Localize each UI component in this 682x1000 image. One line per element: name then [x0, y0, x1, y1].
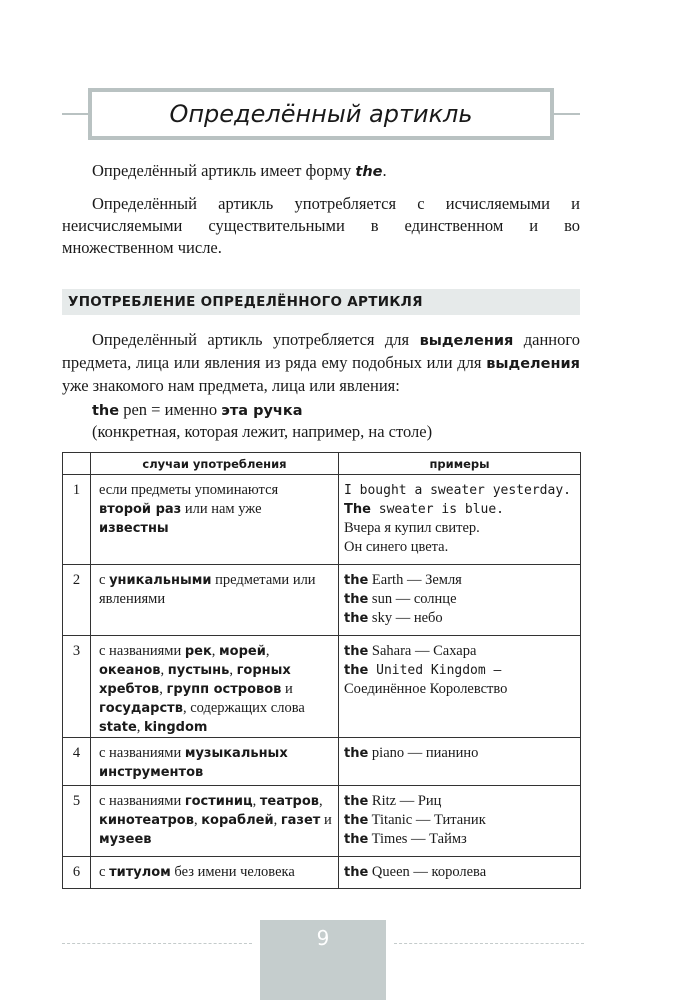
usage-table: [62, 452, 581, 889]
text-run: Он синего цвета.: [344, 539, 449, 555]
example-line: [344, 642, 576, 661]
emphasis-text: кинотеатров: [99, 813, 194, 828]
text-run: Соединённое Королевство: [344, 681, 508, 697]
text-run: с: [99, 572, 110, 588]
table-row: [63, 475, 581, 565]
text-run: ,: [159, 681, 167, 697]
text-run: I bought a sweater yesterday.: [344, 483, 571, 498]
example-line: [344, 519, 576, 538]
emphasis-text: эта ручка: [221, 403, 303, 419]
header-examples: примеры: [339, 453, 581, 475]
text-run: Определённый артикль употребляется для: [92, 330, 420, 349]
emphasis-text: state: [99, 720, 137, 735]
row-number: 4: [63, 738, 91, 786]
example-line: [344, 571, 576, 590]
emphasis-text: горных хребтов: [99, 663, 291, 697]
usage-case: [91, 786, 339, 857]
text-run: Sahara — Сахара: [368, 643, 477, 659]
emphasis-text: the: [344, 611, 369, 626]
usage-examples: [339, 857, 581, 889]
text-run: pen = именно: [119, 400, 222, 419]
usage-case: [91, 857, 339, 889]
example-line-1: [92, 399, 580, 422]
text-run: Times — Таймз: [368, 831, 467, 847]
emphasis-text: The: [344, 502, 371, 517]
usage-examples: [339, 738, 581, 786]
table-row: [63, 565, 581, 636]
usage-case: [91, 738, 339, 786]
table-header-row: [63, 453, 581, 475]
title-banner: [62, 88, 580, 140]
emphasis-text: the: [344, 746, 369, 761]
emphasis-text: известны: [99, 521, 169, 536]
intro-paragraph-2: [62, 193, 580, 259]
text-run: ,: [160, 662, 168, 678]
section-heading: УПОТРЕБЛЕНИЕ ОПРЕДЕЛЁННОГО АРТИКЛЯ: [62, 289, 580, 315]
example-line: [344, 609, 576, 628]
page-title: Определённый артикль: [88, 88, 554, 140]
emphasis-text: the: [344, 592, 369, 607]
example-line: [344, 792, 576, 811]
emphasis-text: государств: [99, 701, 183, 716]
text-run: ,: [211, 643, 220, 659]
text-run: piano — пианино: [368, 745, 479, 761]
table-row: [63, 857, 581, 889]
table-row: [63, 636, 581, 738]
usage-examples: [339, 565, 581, 636]
text-run: ,: [265, 643, 270, 659]
footer-rule-right: [394, 943, 584, 944]
intro-paragraph-1: [62, 160, 580, 183]
text-run: Titanic — Титаник: [368, 812, 486, 828]
emphasis-text: музеев: [99, 832, 152, 847]
table-row: [63, 786, 581, 857]
usage-examples: [339, 786, 581, 857]
text-run: Ritz — Риц: [368, 793, 442, 809]
emphasis-text: kingdom: [144, 720, 208, 735]
text-run: с названиями: [99, 793, 185, 809]
text-run: ,: [229, 662, 237, 678]
emphasis-text: the: [92, 403, 120, 419]
example-line: [344, 811, 576, 830]
emphasis-text: кораблей: [201, 813, 274, 828]
example-line: [344, 744, 576, 763]
example-line: [344, 500, 576, 519]
text-run: Earth — Земля: [368, 572, 462, 588]
header-cases: случаи употребления: [91, 453, 339, 475]
text-run: и: [281, 681, 293, 697]
emphasis-text: групп островов: [166, 682, 282, 697]
example-line: [344, 538, 576, 557]
text-run: и: [320, 812, 332, 828]
emphasis-text: the: [344, 832, 369, 847]
emphasis-text: театров: [259, 794, 320, 809]
text-run: без имени человека: [170, 864, 295, 880]
text-run: уже знакомого нам предмета, лица или явления:: [62, 376, 400, 395]
usage-case: [91, 475, 339, 565]
text-run: sun — солнце: [368, 591, 457, 607]
text-run: ,: [136, 719, 145, 735]
row-number: 2: [63, 565, 91, 636]
emphasis-text: рек: [184, 644, 212, 659]
example-line: [344, 680, 576, 699]
emphasis-text: океанов: [99, 663, 161, 678]
usage-case: [91, 565, 339, 636]
title-rule-right: [554, 113, 580, 115]
emphasis-text: титулом: [109, 865, 171, 880]
text-run: если предметы упоминаются: [99, 482, 279, 498]
text-run: с названиями: [99, 643, 185, 659]
emphasis-text: выделения: [419, 333, 514, 349]
text-run: данного предмета, лица или явления из ряда ему подобных или для: [62, 330, 580, 372]
text-run: предметами или явлениями: [99, 572, 316, 607]
text-run: с: [99, 864, 110, 880]
text-run: .: [382, 161, 387, 180]
emphasis-text: уникальными: [109, 573, 212, 588]
page-number: 9: [260, 920, 386, 1000]
text-run: Определённый артикль употребляется с исчисляемыми и неисчисляемыми существительными в единственном и во множественном числе.: [62, 194, 580, 257]
emphasis-text: the: [344, 663, 369, 678]
emphasis-text: гостиниц: [184, 794, 253, 809]
text-run: sweater is blue.: [370, 502, 505, 517]
row-number: 3: [63, 636, 91, 738]
emphasis-text: музыкальных инструментов: [99, 746, 288, 780]
text-run: sky — небо: [368, 610, 443, 626]
text-run: ,: [252, 793, 260, 809]
emphasis-text: the: [344, 794, 369, 809]
row-number: 1: [63, 475, 91, 565]
row-number: 6: [63, 857, 91, 889]
emphasis-text: the: [344, 573, 369, 588]
row-number: 5: [63, 786, 91, 857]
title-rule-left: [62, 113, 88, 115]
header-number: [63, 453, 91, 475]
text-run: United Kingdom —: [368, 663, 502, 678]
text-run: Вчера я купил свитер.: [344, 520, 480, 536]
example-line: [344, 830, 576, 849]
usage-paragraph: [62, 329, 580, 397]
emphasis-text: второй раз: [99, 502, 182, 517]
text-run: ,: [193, 812, 202, 828]
usage-case: [91, 636, 339, 738]
emphasis-text: газет: [280, 813, 321, 828]
emphasis-text: the: [344, 813, 369, 828]
table-row: [63, 738, 581, 786]
emphasis-text: пустынь: [167, 663, 230, 678]
text-run: Определённый артикль имеет форму: [92, 161, 356, 180]
emphasis-text: the: [355, 164, 383, 180]
text-run: Queen — королева: [368, 864, 487, 880]
emphasis-text: the: [344, 865, 369, 880]
example-line: [344, 481, 576, 500]
text-run: , содержащих слова: [182, 700, 305, 716]
text-run: с названиями: [99, 745, 185, 761]
example-line: [344, 590, 576, 609]
usage-examples: [339, 475, 581, 565]
emphasis-text: выделения: [486, 356, 580, 372]
footer-rule-left: [62, 943, 252, 944]
emphasis-text: the: [344, 644, 369, 659]
example-line: [344, 863, 576, 882]
text-run: или нам уже: [181, 501, 262, 517]
example-line-2: (конкретная, которая лежит, например, на столе): [92, 422, 433, 441]
text-run: ,: [273, 812, 281, 828]
emphasis-text: морей: [219, 644, 266, 659]
example-line: [344, 661, 576, 680]
usage-examples: [339, 636, 581, 738]
text-run: ,: [319, 793, 323, 809]
